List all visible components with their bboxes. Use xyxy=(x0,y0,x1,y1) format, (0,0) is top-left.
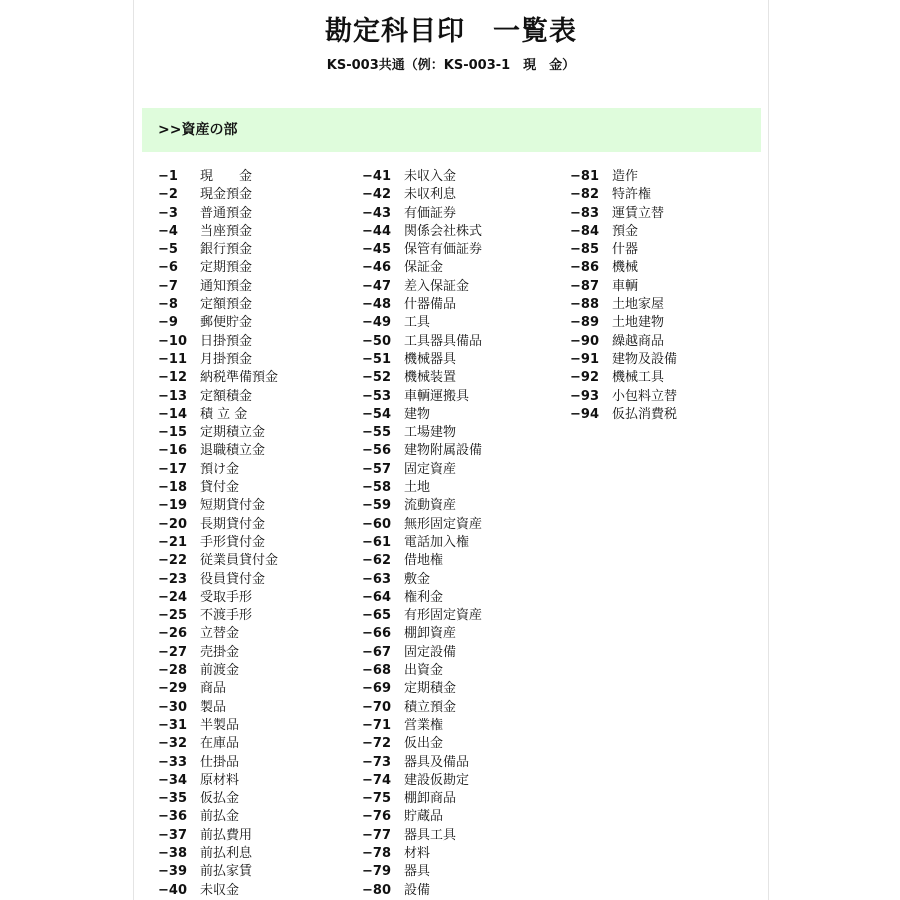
account-name: 保証金 xyxy=(404,260,444,276)
list-item xyxy=(158,388,278,406)
account-code: −74 xyxy=(362,772,391,788)
account-name: 器具工具 xyxy=(404,827,457,843)
account-name: 関係会社株式 xyxy=(404,223,483,239)
account-name: 器具及備品 xyxy=(404,754,470,770)
account-code: −71 xyxy=(362,717,391,733)
list-item xyxy=(158,772,278,790)
account-code: −58 xyxy=(362,480,391,496)
page-subtitle: KS-003共通（例：KS-003-1 現 金） xyxy=(326,58,576,73)
account-code: −4 xyxy=(158,223,178,239)
account-code: −46 xyxy=(362,260,391,276)
list-item xyxy=(362,882,482,900)
account-code: −38 xyxy=(158,845,187,861)
account-name: 半製品 xyxy=(200,717,240,733)
list-item xyxy=(362,388,482,406)
account-name: 棚卸資産 xyxy=(404,626,457,642)
list-item xyxy=(158,790,278,808)
account-code: −11 xyxy=(158,351,187,367)
list-item xyxy=(362,552,482,570)
account-name: 固定設備 xyxy=(404,644,457,660)
account-code: −44 xyxy=(362,223,391,239)
account-name: 前払金 xyxy=(200,809,240,825)
account-name: 通知預金 xyxy=(200,278,253,294)
account-name: 当座預金 xyxy=(200,223,253,239)
account-code: −10 xyxy=(158,333,187,349)
account-code: −42 xyxy=(362,187,391,203)
account-code: −48 xyxy=(362,297,391,313)
account-code: −47 xyxy=(362,278,391,294)
list-item xyxy=(362,424,482,442)
account-code: −40 xyxy=(158,882,187,898)
account-name: 仕掛品 xyxy=(200,754,240,770)
list-item xyxy=(158,662,278,680)
account-code: −62 xyxy=(362,553,391,569)
account-code: −29 xyxy=(158,681,187,697)
account-name: 建物及設備 xyxy=(612,351,678,367)
account-name: 工具 xyxy=(404,315,431,331)
account-code: −19 xyxy=(158,498,187,514)
account-name: 貸付金 xyxy=(200,480,240,496)
account-code: −81 xyxy=(570,169,599,184)
account-code: −45 xyxy=(362,242,391,258)
account-name: 車輌運搬具 xyxy=(404,388,470,404)
account-name: 土地 xyxy=(404,480,431,496)
account-code: −17 xyxy=(158,461,187,477)
list-item xyxy=(158,589,278,607)
account-code: −41 xyxy=(362,169,391,184)
account-name: 敷金 xyxy=(404,571,431,587)
list-item xyxy=(570,314,677,332)
list-item xyxy=(158,259,278,277)
list-item xyxy=(158,808,278,826)
account-code: −88 xyxy=(570,297,599,313)
list-item xyxy=(158,314,278,332)
account-name: 前払利息 xyxy=(200,845,253,861)
account-code: −20 xyxy=(158,516,187,532)
list-item xyxy=(362,680,482,698)
account-code: −6 xyxy=(158,260,178,276)
list-item xyxy=(362,314,482,332)
list-item xyxy=(570,205,677,223)
account-name: 材料 xyxy=(404,845,431,861)
list-item xyxy=(158,223,278,241)
account-name: 流動資産 xyxy=(404,498,457,514)
list-item xyxy=(362,442,482,460)
account-name: 未収金 xyxy=(200,882,240,898)
account-name: 出資金 xyxy=(404,663,444,679)
list-item xyxy=(158,497,278,515)
account-name: 仮払消費税 xyxy=(612,406,678,422)
account-code: −86 xyxy=(570,260,599,276)
account-code: −18 xyxy=(158,480,187,496)
account-code: −82 xyxy=(570,187,599,203)
account-name: 造作 xyxy=(612,169,639,184)
account-code: −93 xyxy=(570,388,599,404)
list-item xyxy=(362,534,482,552)
account-name: 機械工具 xyxy=(612,370,665,386)
account-name: 工場建物 xyxy=(404,425,457,441)
account-code: −91 xyxy=(570,351,599,367)
account-name: 保管有価証券 xyxy=(404,242,483,258)
list-item xyxy=(158,278,278,296)
account-code: −28 xyxy=(158,663,187,679)
list-item xyxy=(570,406,677,424)
account-code: −3 xyxy=(158,205,178,221)
list-item xyxy=(158,333,278,351)
account-name: 貯蔵品 xyxy=(404,809,444,825)
list-item xyxy=(570,351,677,369)
list-item xyxy=(362,571,482,589)
list-item xyxy=(158,186,278,204)
account-list-column-3 xyxy=(570,168,677,424)
account-code: −7 xyxy=(158,278,178,294)
account-name: 積立預金 xyxy=(404,699,457,715)
list-item xyxy=(158,406,278,424)
account-code: −25 xyxy=(158,608,187,624)
list-item xyxy=(158,644,278,662)
page-title: 勘定科目印 一覧表 xyxy=(325,16,577,47)
list-item xyxy=(362,259,482,277)
account-name: 郵便貯金 xyxy=(200,315,253,331)
account-code: −2 xyxy=(158,187,178,203)
account-list-column-1 xyxy=(158,168,278,900)
account-list-column-2 xyxy=(362,168,482,900)
account-name: 不渡手形 xyxy=(200,608,253,624)
list-item xyxy=(362,461,482,479)
list-item xyxy=(158,534,278,552)
account-name: 借地権 xyxy=(404,553,444,569)
account-name: 商品 xyxy=(200,681,227,697)
account-name: 営業権 xyxy=(404,717,444,733)
account-code: −49 xyxy=(362,315,391,331)
account-code: −72 xyxy=(362,736,391,752)
account-code: −65 xyxy=(362,608,391,624)
list-item xyxy=(570,296,677,314)
account-name: 器具 xyxy=(404,864,431,880)
list-item xyxy=(362,296,482,314)
account-code: −84 xyxy=(570,223,599,239)
account-code: −34 xyxy=(158,772,187,788)
account-name: 現金預金 xyxy=(200,187,253,203)
list-item xyxy=(362,406,482,424)
account-code: −23 xyxy=(158,571,187,587)
list-item xyxy=(362,772,482,790)
account-code: −76 xyxy=(362,809,391,825)
list-item xyxy=(158,442,278,460)
account-name: 差入保証金 xyxy=(404,278,470,294)
account-code: −53 xyxy=(362,388,391,404)
account-name: 電話加入権 xyxy=(404,534,470,550)
list-item xyxy=(570,259,677,277)
list-item xyxy=(158,845,278,863)
account-name: 定額預金 xyxy=(200,297,253,313)
account-name: 定期積金 xyxy=(404,681,457,697)
account-name: 固定資産 xyxy=(404,461,457,477)
list-item xyxy=(158,461,278,479)
account-code: −54 xyxy=(362,406,391,422)
account-code: −77 xyxy=(362,827,391,843)
list-item xyxy=(362,644,482,662)
list-item xyxy=(362,790,482,808)
list-item xyxy=(158,680,278,698)
list-item xyxy=(362,351,482,369)
account-code: −22 xyxy=(158,553,187,569)
account-code: −87 xyxy=(570,278,599,294)
account-code: −43 xyxy=(362,205,391,221)
account-name: 積 立 金 xyxy=(200,406,248,422)
account-name: 製品 xyxy=(200,699,227,715)
account-code: −21 xyxy=(158,534,187,550)
list-item xyxy=(158,369,278,387)
list-item xyxy=(362,827,482,845)
account-name: 短期貸付金 xyxy=(200,498,266,514)
list-item xyxy=(362,808,482,826)
list-item xyxy=(362,479,482,497)
account-code: −30 xyxy=(158,699,187,715)
account-code: −83 xyxy=(570,205,599,221)
list-item xyxy=(362,497,482,515)
account-code: −70 xyxy=(362,699,391,715)
account-name: 預金 xyxy=(612,223,639,239)
account-code: −85 xyxy=(570,242,599,258)
list-item xyxy=(158,296,278,314)
account-code: −61 xyxy=(362,534,391,550)
account-code: −9 xyxy=(158,315,178,331)
list-item xyxy=(362,699,482,717)
account-name: 設備 xyxy=(404,882,431,898)
list-item xyxy=(570,333,677,351)
list-item xyxy=(158,516,278,534)
list-item xyxy=(362,607,482,625)
account-code: −1 xyxy=(158,169,178,184)
account-code: −14 xyxy=(158,406,187,422)
account-code: −12 xyxy=(158,370,187,386)
account-name: 機械器具 xyxy=(404,351,457,367)
account-code: −90 xyxy=(570,333,599,349)
account-name: 長期貸付金 xyxy=(200,516,266,532)
list-item xyxy=(158,699,278,717)
account-code: −67 xyxy=(362,644,391,660)
account-code: −57 xyxy=(362,461,391,477)
list-item xyxy=(158,479,278,497)
account-code: −73 xyxy=(362,754,391,770)
account-name: 什器 xyxy=(612,242,639,258)
account-name: 定額積金 xyxy=(200,388,253,404)
list-item xyxy=(158,735,278,753)
account-name: 銀行預金 xyxy=(200,242,253,258)
list-item xyxy=(570,168,677,186)
account-name: 日掛預金 xyxy=(200,333,253,349)
account-name: 仮払金 xyxy=(200,791,240,807)
account-name: 特許権 xyxy=(612,187,652,203)
account-name: 在庫品 xyxy=(200,736,240,752)
account-code: −35 xyxy=(158,791,187,807)
list-item xyxy=(362,168,482,186)
list-item xyxy=(362,662,482,680)
list-item xyxy=(158,717,278,735)
list-item xyxy=(158,863,278,881)
account-name: 前渡金 xyxy=(200,663,240,679)
account-name: 機械 xyxy=(612,260,639,276)
account-name: 従業員貸付金 xyxy=(200,553,279,569)
account-name: 小包料立替 xyxy=(612,388,678,404)
account-name: 前払家賃 xyxy=(200,864,253,880)
account-name: 有価証券 xyxy=(404,205,457,221)
list-item xyxy=(158,882,278,900)
list-item xyxy=(362,863,482,881)
price-list-sheet xyxy=(133,0,769,900)
list-item xyxy=(570,223,677,241)
account-name: 預け金 xyxy=(200,461,240,477)
account-name: 権利金 xyxy=(404,589,444,605)
list-item xyxy=(158,827,278,845)
section-header-label: >>資産の部 xyxy=(158,122,238,138)
account-name: 手形貸付金 xyxy=(200,534,266,550)
account-name: 建物 xyxy=(404,406,431,422)
account-name: 機械装置 xyxy=(404,370,457,386)
account-name: 土地家屋 xyxy=(612,297,665,313)
account-code: −94 xyxy=(570,406,599,422)
account-code: −89 xyxy=(570,315,599,331)
list-item xyxy=(158,754,278,772)
account-code: −27 xyxy=(158,644,187,660)
list-item xyxy=(362,625,482,643)
list-item xyxy=(570,186,677,204)
account-name: 什器備品 xyxy=(404,297,457,313)
list-item xyxy=(158,241,278,259)
account-name: 現 金 xyxy=(200,169,253,184)
account-code: −50 xyxy=(362,333,391,349)
account-name: 車輌 xyxy=(612,278,639,294)
account-name: 未収利息 xyxy=(404,187,457,203)
account-name: 納税準備預金 xyxy=(200,370,279,386)
list-item xyxy=(158,168,278,186)
account-code: −80 xyxy=(362,882,391,898)
list-item xyxy=(158,552,278,570)
account-code: −75 xyxy=(362,791,391,807)
account-code: −32 xyxy=(158,736,187,752)
list-item xyxy=(362,735,482,753)
list-item xyxy=(362,717,482,735)
account-code: −60 xyxy=(362,516,391,532)
account-code: −59 xyxy=(362,498,391,514)
account-name: 棚卸商品 xyxy=(404,791,457,807)
list-item xyxy=(362,845,482,863)
account-name: 無形固定資産 xyxy=(404,516,483,532)
account-name: 未収入金 xyxy=(404,169,457,184)
list-item xyxy=(362,333,482,351)
section-header-assets xyxy=(142,108,761,152)
account-name: 月掛預金 xyxy=(200,351,253,367)
account-name: 原材料 xyxy=(200,772,240,788)
list-item xyxy=(158,351,278,369)
list-item xyxy=(362,205,482,223)
list-item xyxy=(362,186,482,204)
account-code: −37 xyxy=(158,827,187,843)
account-code: −64 xyxy=(362,589,391,605)
account-name: 仮出金 xyxy=(404,736,444,752)
list-item xyxy=(362,754,482,772)
list-item xyxy=(570,278,677,296)
account-code: −63 xyxy=(362,571,391,587)
list-item xyxy=(362,278,482,296)
account-name: 退職積立金 xyxy=(200,443,266,459)
account-code: −31 xyxy=(158,717,187,733)
account-name: 定期積立金 xyxy=(200,425,266,441)
account-name: 工具器具備品 xyxy=(404,333,483,349)
list-item xyxy=(570,241,677,259)
account-name: 受取手形 xyxy=(200,589,253,605)
account-code: −55 xyxy=(362,425,391,441)
account-name: 役員貸付金 xyxy=(200,571,266,587)
list-item xyxy=(158,571,278,589)
account-code: −51 xyxy=(362,351,391,367)
account-code: −52 xyxy=(362,370,391,386)
list-item xyxy=(362,223,482,241)
account-code: −26 xyxy=(158,626,187,642)
list-item xyxy=(158,205,278,223)
account-code: −79 xyxy=(362,864,391,880)
account-code: −13 xyxy=(158,388,187,404)
list-item xyxy=(158,607,278,625)
list-item xyxy=(362,369,482,387)
list-item xyxy=(158,625,278,643)
account-name: 立替金 xyxy=(200,626,240,642)
account-name: 定期預金 xyxy=(200,260,253,276)
account-name: 有形固定資産 xyxy=(404,608,483,624)
list-item xyxy=(362,241,482,259)
account-code: −39 xyxy=(158,864,187,880)
account-name: 売掛金 xyxy=(200,644,240,660)
account-name: 前払費用 xyxy=(200,827,253,843)
account-code: −33 xyxy=(158,754,187,770)
list-item xyxy=(158,424,278,442)
list-item xyxy=(362,516,482,534)
account-code: −36 xyxy=(158,809,187,825)
account-code: −66 xyxy=(362,626,391,642)
account-code: −56 xyxy=(362,443,391,459)
account-name: 普通預金 xyxy=(200,205,253,221)
account-code: −16 xyxy=(158,443,187,459)
account-code: −68 xyxy=(362,663,391,679)
list-item xyxy=(570,388,677,406)
account-name: 繰越商品 xyxy=(612,333,665,349)
account-code: −92 xyxy=(570,370,599,386)
account-code: −15 xyxy=(158,425,187,441)
account-name: 建物附属設備 xyxy=(404,443,483,459)
account-code: −69 xyxy=(362,681,391,697)
account-name: 運賃立替 xyxy=(612,205,665,221)
account-code: −24 xyxy=(158,589,187,605)
account-code: −78 xyxy=(362,845,391,861)
account-code: −5 xyxy=(158,242,178,258)
account-name: 建設仮勘定 xyxy=(404,772,470,788)
list-item xyxy=(570,369,677,387)
account-code: −8 xyxy=(158,297,178,313)
account-name: 土地建物 xyxy=(612,315,665,331)
list-item xyxy=(362,589,482,607)
